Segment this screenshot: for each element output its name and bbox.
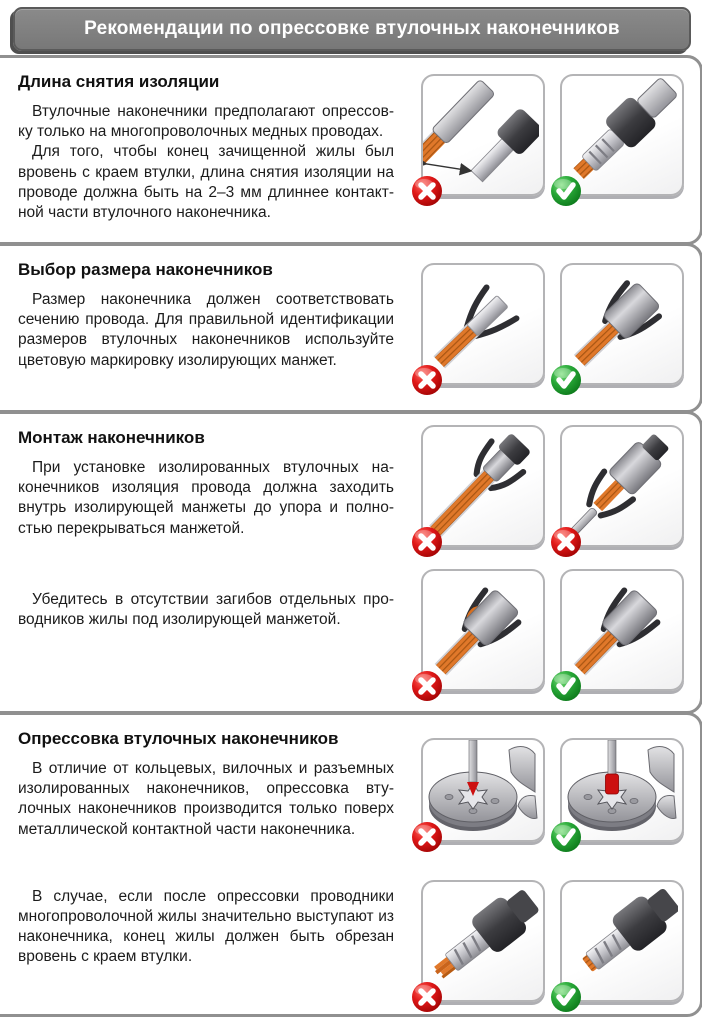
red-cross-icon bbox=[411, 526, 443, 558]
paragraph: Втулочные наконечники предполагают опрессовку только на многопроволочных медных проводах. bbox=[18, 103, 394, 141]
red-cross-icon bbox=[411, 981, 443, 1013]
paragraph: В случае, если после опрессовки проводники многопроволочной жилы значительно выступают из наконечника, конец жилы должен быть обрезан вровень с краем втулки. bbox=[18, 888, 394, 966]
strand-bent-under-sleeve-illustration bbox=[423, 571, 539, 685]
section-heading: Длина снятия изоляции bbox=[18, 72, 220, 91]
ferrule-matching-wire-illustration bbox=[562, 265, 678, 379]
figure-strands-protrude bbox=[421, 880, 545, 1002]
figure-ferrule-too-small bbox=[421, 263, 545, 385]
green-check-icon bbox=[550, 981, 582, 1013]
paragraph: Для того, чтобы конец зачищенной жилы был вровень с краем втулки, длина снятия изоляции на проводе должна быть на 2–3 мм длиннее контактной части втулочного наконечника. bbox=[18, 143, 394, 221]
stripped-wire-next-to-ferrule-illustration bbox=[423, 76, 539, 190]
red-cross-icon bbox=[550, 526, 582, 558]
ferrule-too-small-illustration bbox=[423, 265, 539, 379]
section-mounting-text bbox=[18, 422, 394, 539]
figure-strand-bent-outside bbox=[421, 569, 545, 691]
strands-protruding-illustration bbox=[423, 882, 539, 996]
insulation-not-inside-sleeve-illustration bbox=[423, 427, 539, 541]
section-crimping-text bbox=[18, 723, 394, 840]
section-size-choice-text bbox=[18, 254, 394, 371]
section-mounting-text-2 bbox=[18, 590, 394, 630]
figure-crimp-on-insulation bbox=[421, 738, 545, 842]
paragraph: При установке изолированных втулочных наконечников изоляция провода должна заходить внутрь изолирующей манжеты до упора и полностью перекрываться манжетой. bbox=[18, 459, 394, 537]
red-cross-icon bbox=[411, 821, 443, 853]
figure-ferrule-correct-size bbox=[560, 263, 684, 385]
section-size-choice bbox=[0, 243, 702, 413]
section-heading: Монтаж наконечников bbox=[18, 428, 205, 447]
figure-wire-cut-flush bbox=[560, 880, 684, 1002]
section-strip-length-text bbox=[18, 66, 394, 223]
figure-strands-inside-sleeve bbox=[560, 569, 684, 691]
figure-insulation-not-inside bbox=[421, 425, 545, 547]
green-check-icon bbox=[550, 364, 582, 396]
paragraph: В отличие от кольцевых, вилочных и разъемных изолированных наконечников, опрессовка втулочных наконечников производится только поверх металлической контактной части наконечника. bbox=[18, 760, 394, 838]
paragraph: Размер наконечника должен соответствовать сечению провода. Для правильной идентификации размеров втулочных наконечников используйте цветовую маркировку изолирующих манжет. bbox=[18, 291, 394, 369]
page-title: Рекомендации по опрессовке втулочных наконечников bbox=[84, 18, 620, 39]
green-check-icon bbox=[550, 175, 582, 207]
green-check-icon bbox=[550, 670, 582, 702]
section-heading: Выбор размера наконечников bbox=[18, 260, 273, 279]
section-crimping bbox=[0, 712, 702, 1017]
wire-flush-with-ferrule-illustration bbox=[562, 76, 678, 190]
page-title-bar bbox=[13, 7, 691, 51]
green-check-icon bbox=[550, 821, 582, 853]
section-mounting bbox=[0, 411, 702, 714]
figure-crimp-on-metal bbox=[560, 738, 684, 842]
wire-end-cut-flush-illustration bbox=[562, 882, 678, 996]
figure-incorrect-strip-length bbox=[421, 74, 545, 196]
figure-correct-strip-length bbox=[560, 74, 684, 196]
section-strip-length bbox=[0, 55, 702, 245]
red-cross-icon bbox=[411, 175, 443, 207]
red-cross-icon bbox=[411, 364, 443, 396]
section-crimping-text-2 bbox=[18, 887, 394, 968]
all-strands-inside-sleeve-illustration bbox=[562, 571, 678, 685]
wire-not-fully-inserted-illustration bbox=[562, 427, 678, 541]
figure-wire-not-fully-inserted bbox=[560, 425, 684, 547]
red-cross-icon bbox=[411, 670, 443, 702]
paragraph: Убедитесь в отсутствии загибов отдельных проводников жилы под изолирующей манжетой. bbox=[18, 591, 394, 629]
section-heading: Опрессовка втулочных наконечников bbox=[18, 729, 339, 748]
